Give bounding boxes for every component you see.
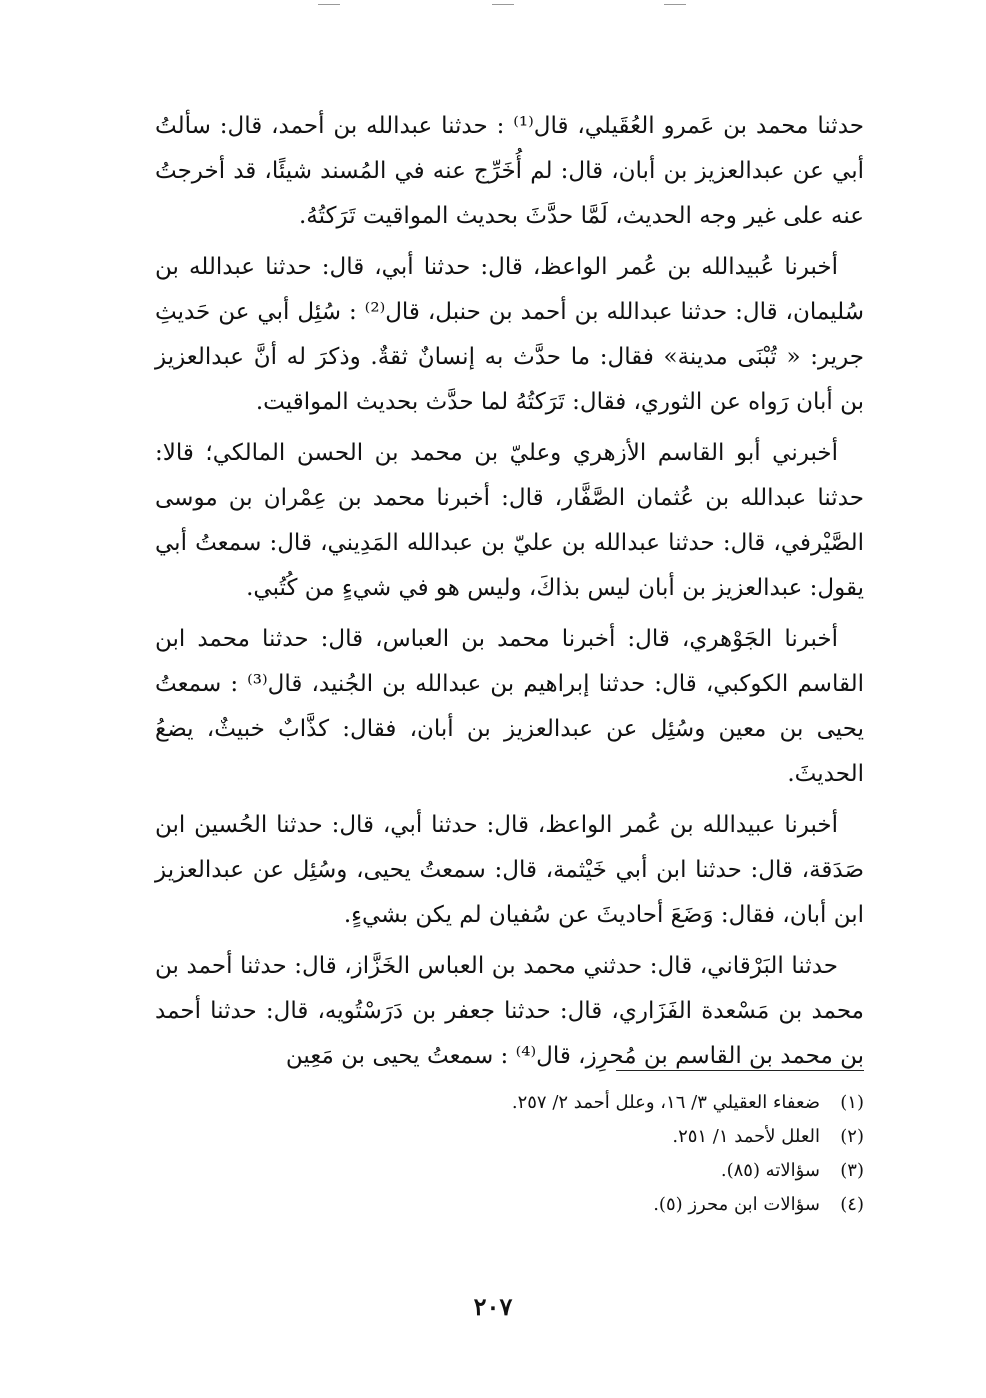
footnote-number: (١) bbox=[840, 1092, 864, 1113]
footnote-number: (٢) bbox=[840, 1126, 864, 1147]
paragraph: أخبرنا الجَوْهري، قال: أخبرنا محمد بن العباس، قال: حدثنا محمد ابن القاسم الكوكبي، قال: حدثنا إبراهيم بن عبدالله بن الجُنيد، قال⁽³⁾ : سمعتُ يحيى بن معين وسُئِل عن عبدالعزيز بن أبان، فقال: كذَّابٌ خبيثٌ، يضعُ الحديثَ. bbox=[155, 626, 864, 787]
footnote-divider bbox=[616, 1070, 864, 1071]
scan-mark bbox=[492, 4, 514, 5]
page-number: ٢٠٧ bbox=[473, 1292, 513, 1321]
paragraph: حدثنا محمد بن عَمرو العُقَيلي، قال⁽¹⁾ : حدثنا عبدالله بن أحمد، قال: سألتُ أبي عن عبدالعزيز بن أبان، قال: لم أُخَرِّج عنه في المُسند شيئًا، قد أخرجتُ عنه على غير وجه الحديث، لَمَّا حدَّثَ بحديث المواقيت تَرَكتُهُ. bbox=[155, 113, 864, 229]
footnote-text: ضعفاء العقيلي ٣/ ١٦، وعلل أحمد ٢/ ٢٥٧. bbox=[511, 1092, 820, 1113]
footnote-text: سؤالات ابن محرز (٥). bbox=[653, 1194, 820, 1215]
footnote-number: (٤) bbox=[840, 1194, 864, 1215]
scan-mark bbox=[318, 4, 340, 5]
paragraph: حدثنا البَرْقاني، قال: حدثني محمد بن العباس الخَزَّاز، قال: حدثنا أحمد بن محمد بن مَسْعدة الفَزَاري، قال: حدثنا جعفر بن دَرَسْتُويه، قال: حدثنا أحمد بن محمد بن القاسم بن مُحرِز، قال⁽⁴⁾ : سمعتُ يحيى بن مَعِين bbox=[155, 953, 864, 1069]
paragraph: أخبرنا عُبيدالله بن عُمر الواعظ، قال: حدثنا أبي، قال: حدثنا عبدالله بن سُليمان، قال: حدثنا عبدالله بن أحمد بن حنبل، قال⁽²⁾ : سُئِل أبي عن حَديثِ جرير: « تُبْنَى مدينة» فقال: ما حدَّث به إنسانٌ ثقةٌ. وذكرَ له أنَّ عبدالعزيز بن أبان رَواه عن الثوري، فقال: تَرَكتُهُ لما حدَّث بحديث المواقيت. bbox=[155, 254, 864, 415]
scan-mark bbox=[664, 4, 686, 5]
footnote-item bbox=[264, 1086, 864, 1120]
footnotes bbox=[264, 1086, 864, 1222]
main-text bbox=[155, 104, 864, 1085]
footnote-text: سؤالاته (٨٥). bbox=[720, 1160, 820, 1181]
footnote-text: العلل لأحمد ١/ ٢٥١. bbox=[672, 1126, 820, 1147]
footnote-item bbox=[264, 1188, 864, 1222]
paragraph: أخبرنا عبيدالله بن عُمر الواعظ، قال: حدثنا أبي، قال: حدثنا الحُسين ابن صَدَقة، قال: حدثنا ابن أبي خَيْثمة، قال: سمعتُ يحيى، وسُئِل عن عبدالعزيز ابن أبان، فقال: وَضَعَ أحاديثَ عن سُفيان لم يكن بشيءٍ. bbox=[155, 812, 864, 928]
paragraph: أخبرني أبو القاسم الأزهري وعليّ بن محمد بن الحسن المالكي؛ قالا: حدثنا عبدالله بن عُثمان الصَّفَّار، قال: أخبرنا محمد بن عِمْران بن موسى الصَّيْرفي، قال: حدثنا عبدالله بن عليّ بن عبدالله المَدِيني، قال: سمعتُ أبي يقول: عبدالعزيز بن أبان ليس بذاكَ، وليس هو في شيءٍ من كُتُبي. bbox=[155, 440, 864, 601]
footnote-item bbox=[264, 1154, 864, 1188]
footnote-item bbox=[264, 1120, 864, 1154]
footnote-number: (٣) bbox=[840, 1160, 864, 1181]
